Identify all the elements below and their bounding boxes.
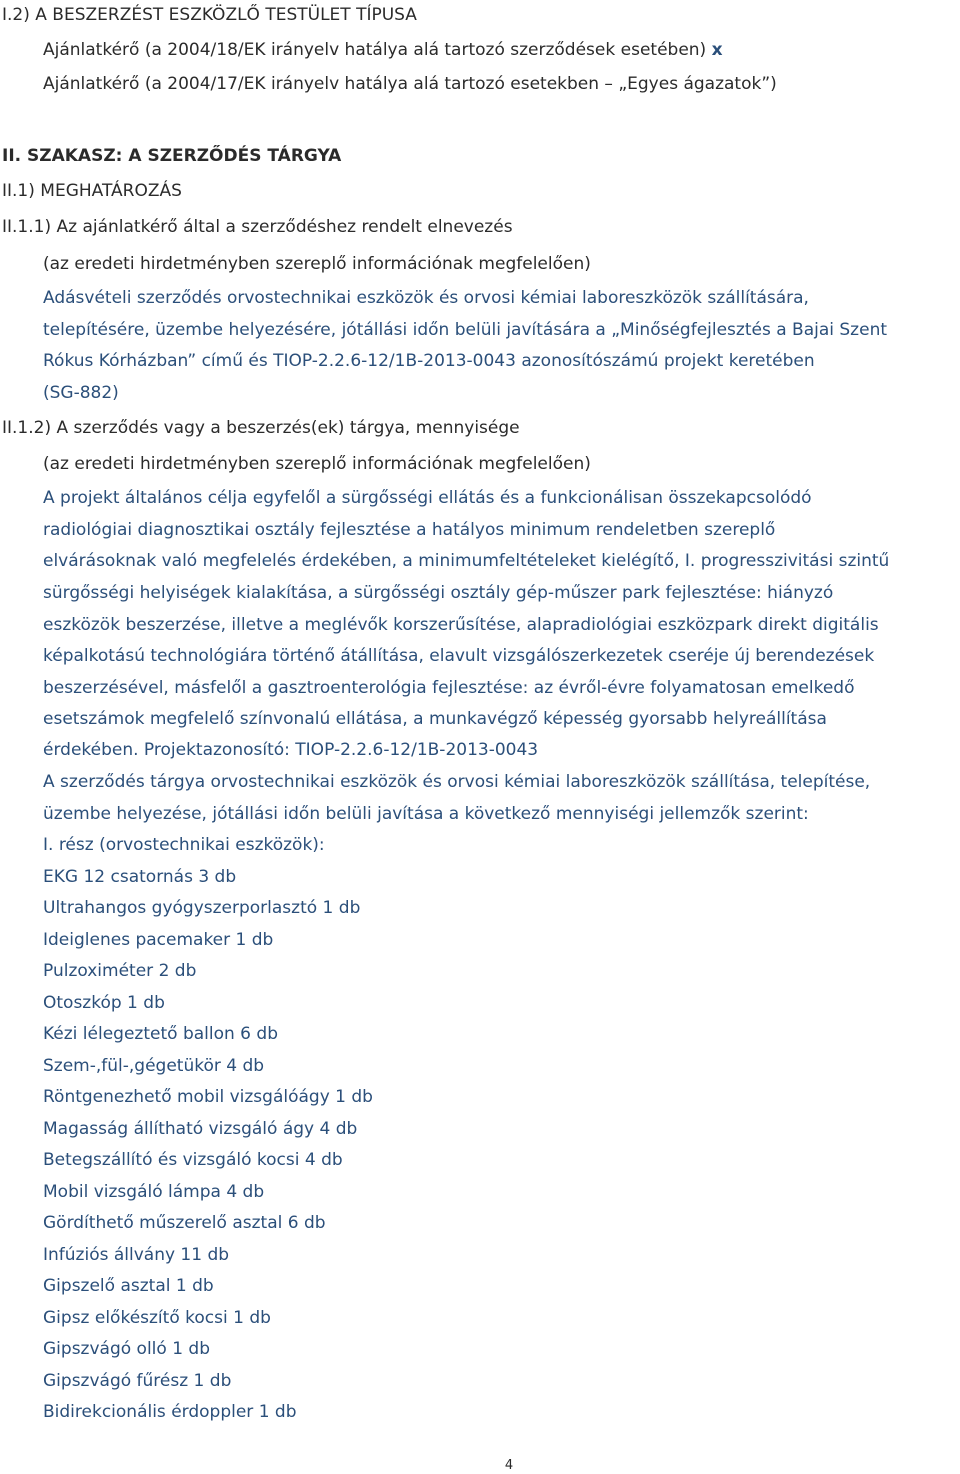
list-item: Ideiglenes pacemaker 1 db xyxy=(43,930,274,950)
subject-description-line: eszközök beszerzése, illetve a meglévők korszerűsítése, alapradiológiai eszközpark direkt digitális xyxy=(43,615,879,635)
option-1-label: Ajánlatkérő (a 2004/18/EK irányelv hatálya alá tartozó szerződések esetében) xyxy=(43,40,707,60)
list-item: Röntgenezhető mobil vizsgálóágy 1 db xyxy=(43,1087,373,1107)
subject-description-line: képalkotású technológiára történő átállítása, elavult vizsgálószerkezetek cseréje új berendezések xyxy=(43,646,875,666)
list-item: Gipszelő asztal 1 db xyxy=(43,1276,214,1296)
item-ii11-heading: II.1.1) Az ajánlatkérő által a szerződéshez rendelt elnevezés xyxy=(2,217,513,237)
list-item: Bidirekcionális érdoppler 1 db xyxy=(43,1402,297,1422)
page-number: 4 xyxy=(504,1458,514,1473)
contract-name-line: (SG-882) xyxy=(43,383,119,403)
list-item: Pulzoximéter 2 db xyxy=(43,961,197,981)
subject-description-line: sürgősségi helyiségek kialakítása, a sürgősségi osztály gép-műszer park fejlesztése: hiányzó xyxy=(43,583,834,603)
list-item: Otoszkóp 1 db xyxy=(43,993,165,1013)
subject-description-line: érdekében. Projektazonosító: TIOP-2.2.6-12/1B-2013-0043 xyxy=(43,740,539,760)
contracting-authority-option-1 xyxy=(43,39,723,61)
list-item: Gipszvágó fűrész 1 db xyxy=(43,1371,232,1391)
list-item: Infúziós állvány 11 db xyxy=(43,1245,230,1265)
subject-description-line: üzembe helyezése, jótállási időn belüli javítása a következő mennyiségi jellemzők szerint: xyxy=(43,804,809,824)
contract-name-line: Rókus Kórházban” című és TIOP-2.2.6-12/1B-2013-0043 azonosítószámú projekt keretében xyxy=(43,351,815,371)
subject-description-line: radiológiai diagnosztikai osztály fejlesztése a hatályos minimum rendeletben szereplő xyxy=(43,520,776,540)
contract-name-line: Adásvételi szerződés orvostechnikai eszközök és orvosi kémiai laboreszközök szállítására, xyxy=(43,288,809,308)
section-ii-heading: II. SZAKASZ: A SZERZŐDÉS TÁRGYA xyxy=(2,146,342,166)
item-ii11-note: (az eredeti hirdetményben szereplő információnak megfelelően) xyxy=(43,254,591,274)
item-ii12-note: (az eredeti hirdetményben szereplő információnak megfelelően) xyxy=(43,454,591,474)
subject-description-line: esetszámok megfelelő színvonalú ellátása, a munkavégző képesség gyorsabb helyreállítása xyxy=(43,709,827,729)
list-item: Gördíthető műszerelő asztal 6 db xyxy=(43,1213,326,1233)
subject-description-line: elvárásoknak való megfelelés érdekében, a minimumfeltételeket kielégítő, I. progresszivitási szintű xyxy=(43,551,890,571)
subject-description-line: beszerzésével, másfelől a gasztroenterológia fejlesztése: az évről-évre folyamatosan emelkedő xyxy=(43,678,855,698)
list-item: Gipsz előkészítő kocsi 1 db xyxy=(43,1308,271,1328)
subject-description-line: A szerződés tárgya orvostechnikai eszközök és orvosi kémiai laboreszközök szállítása, telepítése, xyxy=(43,772,871,792)
item-ii12-heading: II.1.2) A szerződés vagy a beszerzés(ek) tárgya, mennyisége xyxy=(2,418,520,438)
subject-description-line: I. rész (orvostechnikai eszközök): xyxy=(43,835,325,855)
section-i2-heading: I.2) A BESZERZÉST ESZKÖZLŐ TESTÜLET TÍPUSA xyxy=(2,5,417,25)
list-item: Ultrahangos gyógyszerporlasztó 1 db xyxy=(43,898,361,918)
list-item: Kézi lélegeztető ballon 6 db xyxy=(43,1024,278,1044)
list-item: Magasság állítható vizsgáló ágy 4 db xyxy=(43,1119,358,1139)
list-item: Betegszállító és vizsgáló kocsi 4 db xyxy=(43,1150,343,1170)
contracting-authority-option-2: Ajánlatkérő (a 2004/17/EK irányelv hatálya alá tartozó esetekben – „Egyes ágazatok”) xyxy=(43,74,777,94)
contract-name-line: telepítésére, üzembe helyezésére, jótállási időn belüli javítására a „Minőségfejlesztés a Bajai Szent xyxy=(43,320,888,340)
list-item: Szem-,fül-,gégetükör 4 db xyxy=(43,1056,265,1076)
list-item: Mobil vizsgáló lámpa 4 db xyxy=(43,1182,265,1202)
option-1-checkmark: x xyxy=(711,40,723,60)
list-item: Gipszvágó olló 1 db xyxy=(43,1339,210,1359)
section-ii1-heading: II.1) MEGHATÁROZÁS xyxy=(2,181,182,201)
list-item: EKG 12 csatornás 3 db xyxy=(43,867,237,887)
subject-description-line: A projekt általános célja egyfelől a sürgősségi ellátás és a funkcionálisan összekapcsolódó xyxy=(43,488,812,508)
